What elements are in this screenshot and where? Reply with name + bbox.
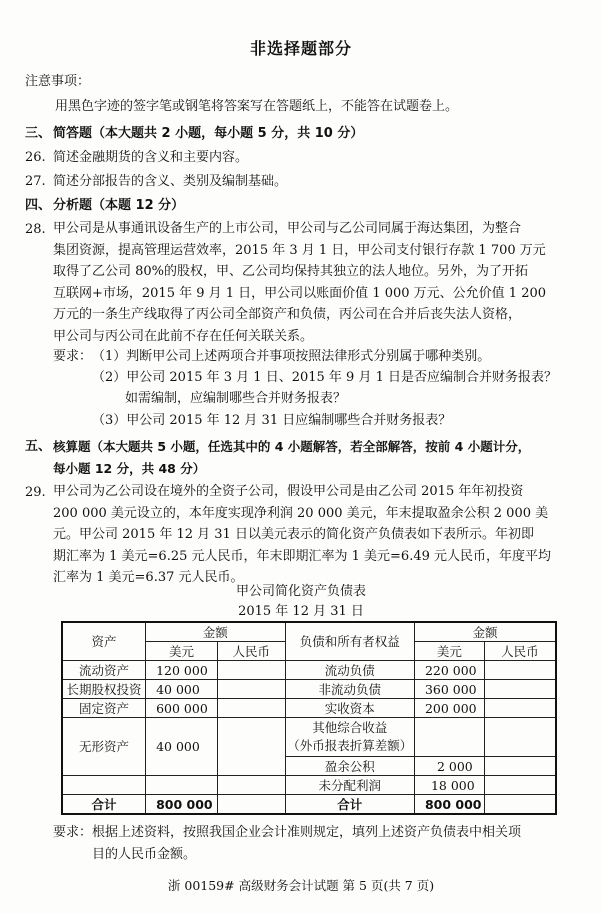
oci-line1: 其他综合收益 bbox=[312, 720, 388, 735]
asset-usd-blank bbox=[146, 776, 218, 795]
section4-num: 四、 bbox=[25, 198, 52, 213]
liab-rmb-blank bbox=[484, 699, 556, 718]
table-total-row bbox=[62, 795, 556, 815]
q28-line: 集团资源，提高管理运营效率，2015 年 3 月 1 日，甲公司支付银行存款 1 700 万元 bbox=[53, 242, 546, 258]
header-usd-right: 美元 bbox=[414, 642, 484, 661]
asset-usd: 120 000 bbox=[146, 661, 218, 680]
q28-line: 甲公司与丙公司在此前不存在任何关联关系。 bbox=[53, 328, 314, 344]
header-liabilities-equity: 负债和所有者权益 bbox=[285, 622, 414, 661]
table-row bbox=[62, 718, 556, 757]
liab-rmb-blank bbox=[484, 680, 556, 699]
asset-usd: 40 000 bbox=[146, 680, 218, 699]
header-asset: 资产 bbox=[62, 622, 146, 661]
q28-req2b: 如需编制，应编制哪些合并财务报表？ bbox=[125, 391, 347, 406]
table-row bbox=[62, 661, 556, 680]
q28-line: 万元的一条生产线取得了丙公司全部资产和负债，丙公司在合并后丧失法人资格， bbox=[53, 307, 522, 322]
oci-line2: （外币报表折算差额） bbox=[287, 738, 413, 753]
total-label-left: 合计 bbox=[62, 795, 146, 815]
q27-text: 简述分部报告的含义、类别及编制基础。 bbox=[53, 174, 288, 189]
notice-heading: 注意事项： bbox=[25, 74, 91, 89]
total-label-right: 合计 bbox=[285, 795, 414, 815]
asset-name: 流动资产 bbox=[62, 661, 146, 680]
liab-usd: 220 000 bbox=[414, 661, 484, 680]
total-liab-rmb-blank bbox=[484, 795, 556, 815]
q26-text: 简述金融期货的含义和主要内容。 bbox=[53, 150, 249, 165]
header-amount-right: 金额 bbox=[414, 622, 556, 642]
asset-name: 长期股权投资 bbox=[62, 680, 146, 699]
table-row bbox=[62, 680, 556, 699]
liab-rmb-blank bbox=[484, 757, 556, 776]
q28-req-label: 要求： bbox=[53, 349, 93, 364]
section5-heading-line2: 每小题 12 分，共 48 分） bbox=[53, 461, 206, 476]
q29-req-line1: 根据上述资料，按照我国企业会计准则规定，填列上述资产负债表中相关项 bbox=[92, 825, 522, 840]
q28-req3: （3）甲公司 2015 年 12 月 31 日应编制哪些合并财务报表？ bbox=[92, 413, 452, 428]
q28-req2a: （2）甲公司 2015 年 3 月 1 日、2015 年 9 月 1 日是否应编制合并财务报表？ bbox=[92, 370, 557, 385]
q28-line: 取得了乙公司 80%的股权，甲、乙公司均保持其独立的法人地位。另外，为了开拓 bbox=[53, 264, 529, 279]
q29-req-line2: 目的人民币金额。 bbox=[92, 847, 197, 862]
liab-name: 实收资本 bbox=[285, 699, 414, 718]
q28-line: 甲公司是从事通讯设备生产的上市公司，甲公司与乙公司同属于海达集团，为整合 bbox=[53, 221, 522, 236]
q28-number: 28. bbox=[25, 222, 46, 237]
q28-body bbox=[53, 218, 577, 347]
balance-sheet-table bbox=[61, 621, 557, 815]
table-date: 2015 年 12 月 31 日 bbox=[238, 604, 364, 619]
liab-usd: 18 000 bbox=[414, 776, 484, 795]
q29-line: 元。甲公司 2015 年 12 月 31 日以美元表示的简化资产负债表如下表所示。年初即 bbox=[53, 527, 534, 542]
liab-rmb-blank bbox=[484, 776, 556, 795]
asset-usd: 40 000 bbox=[146, 718, 218, 776]
q29-number: 29. bbox=[25, 485, 46, 500]
asset-rmb-blank bbox=[217, 699, 285, 718]
liab-rmb-blank bbox=[484, 718, 556, 757]
liab-usd: 2 000 bbox=[414, 757, 484, 776]
liab-name: 流动负债 bbox=[285, 661, 414, 680]
asset-usd: 600 000 bbox=[146, 699, 218, 718]
section3-heading: 简答题（本大题共 2 小题，每小题 5 分，共 10 分） bbox=[53, 126, 364, 141]
notice-body: 用黑色字迹的签字笔或钢笔将答案写在答题纸上，不能答在试题卷上。 bbox=[55, 99, 459, 114]
asset-rmb-blank bbox=[217, 718, 285, 776]
page-title: 非选择题部分 bbox=[249, 39, 352, 58]
table-row bbox=[62, 699, 556, 718]
table-title: 甲公司简化资产负债表 bbox=[235, 584, 366, 599]
asset-name: 无形资产 bbox=[62, 718, 146, 776]
section3-num: 三、 bbox=[25, 126, 52, 141]
q28-line: 互联网+市场，2015 年 9 月 1 日，甲公司以账面价值 1 000 万元、公允价值 1 200 bbox=[53, 285, 547, 301]
liab-usd: 200 000 bbox=[414, 699, 484, 718]
total-asset-usd: 800 000 bbox=[146, 795, 218, 815]
q29-line: 汇率为 1 美元=6.37 元人民币。 bbox=[53, 570, 244, 585]
section5-num: 五、 bbox=[25, 439, 52, 454]
liab-usd: 360 000 bbox=[414, 680, 484, 699]
section5-heading-line1: 核算题（本大题共 5 小题，任选其中的 4 小题解答，若全部解答，按前 4 小题计分， bbox=[53, 439, 531, 454]
liab-rmb-blank bbox=[484, 661, 556, 680]
liab-usd-blank bbox=[414, 718, 484, 757]
total-asset-rmb-blank bbox=[217, 795, 285, 815]
asset-rmb-blank bbox=[217, 776, 285, 795]
section4-heading: 分析题（本题 12 分） bbox=[53, 198, 185, 213]
asset-name-blank bbox=[62, 776, 146, 795]
header-amount-left: 金额 bbox=[146, 622, 285, 642]
q29-line: 期汇率为 1 美元=6.25 元人民币，年末即期汇率为 1 美元=6.49 元人民币，年度平均 bbox=[53, 548, 552, 564]
asset-rmb-blank bbox=[217, 680, 285, 699]
asset-rmb-blank bbox=[217, 661, 285, 680]
page-footer: 浙 00159# 高级财务会计试题 第 5 页(共 7 页) bbox=[167, 878, 435, 893]
q29-line: 甲公司为乙公司设在境外的全资子公司，假设甲公司是由乙公司 2015 年年初投资 bbox=[53, 484, 524, 499]
header-usd-left: 美元 bbox=[146, 642, 218, 661]
header-rmb-right: 人民币 bbox=[484, 642, 556, 661]
liab-name: 未分配利润 bbox=[285, 776, 414, 795]
q26-number: 26. bbox=[25, 150, 46, 165]
q28-req1: （1）判断甲公司上述两项合并事项按照法律形式分别属于哪种类别。 bbox=[92, 349, 491, 364]
table-row bbox=[62, 776, 556, 795]
q29-req-label: 要求： bbox=[53, 825, 93, 840]
total-liab-usd: 800 000 bbox=[414, 795, 484, 815]
q27-number: 27. bbox=[25, 174, 46, 189]
liab-name-oci bbox=[285, 718, 414, 757]
header-rmb-left: 人民币 bbox=[217, 642, 285, 661]
liab-name: 盈余公积 bbox=[285, 757, 414, 776]
q29-line: 200 000 美元设立的，本年度实现净利润 20 000 美元，年末提取盈余公积 2 000 美 bbox=[53, 505, 549, 521]
q29-body bbox=[53, 481, 577, 589]
liab-name: 非流动负债 bbox=[285, 680, 414, 699]
asset-name: 固定资产 bbox=[62, 699, 146, 718]
table-header-row bbox=[62, 622, 556, 642]
